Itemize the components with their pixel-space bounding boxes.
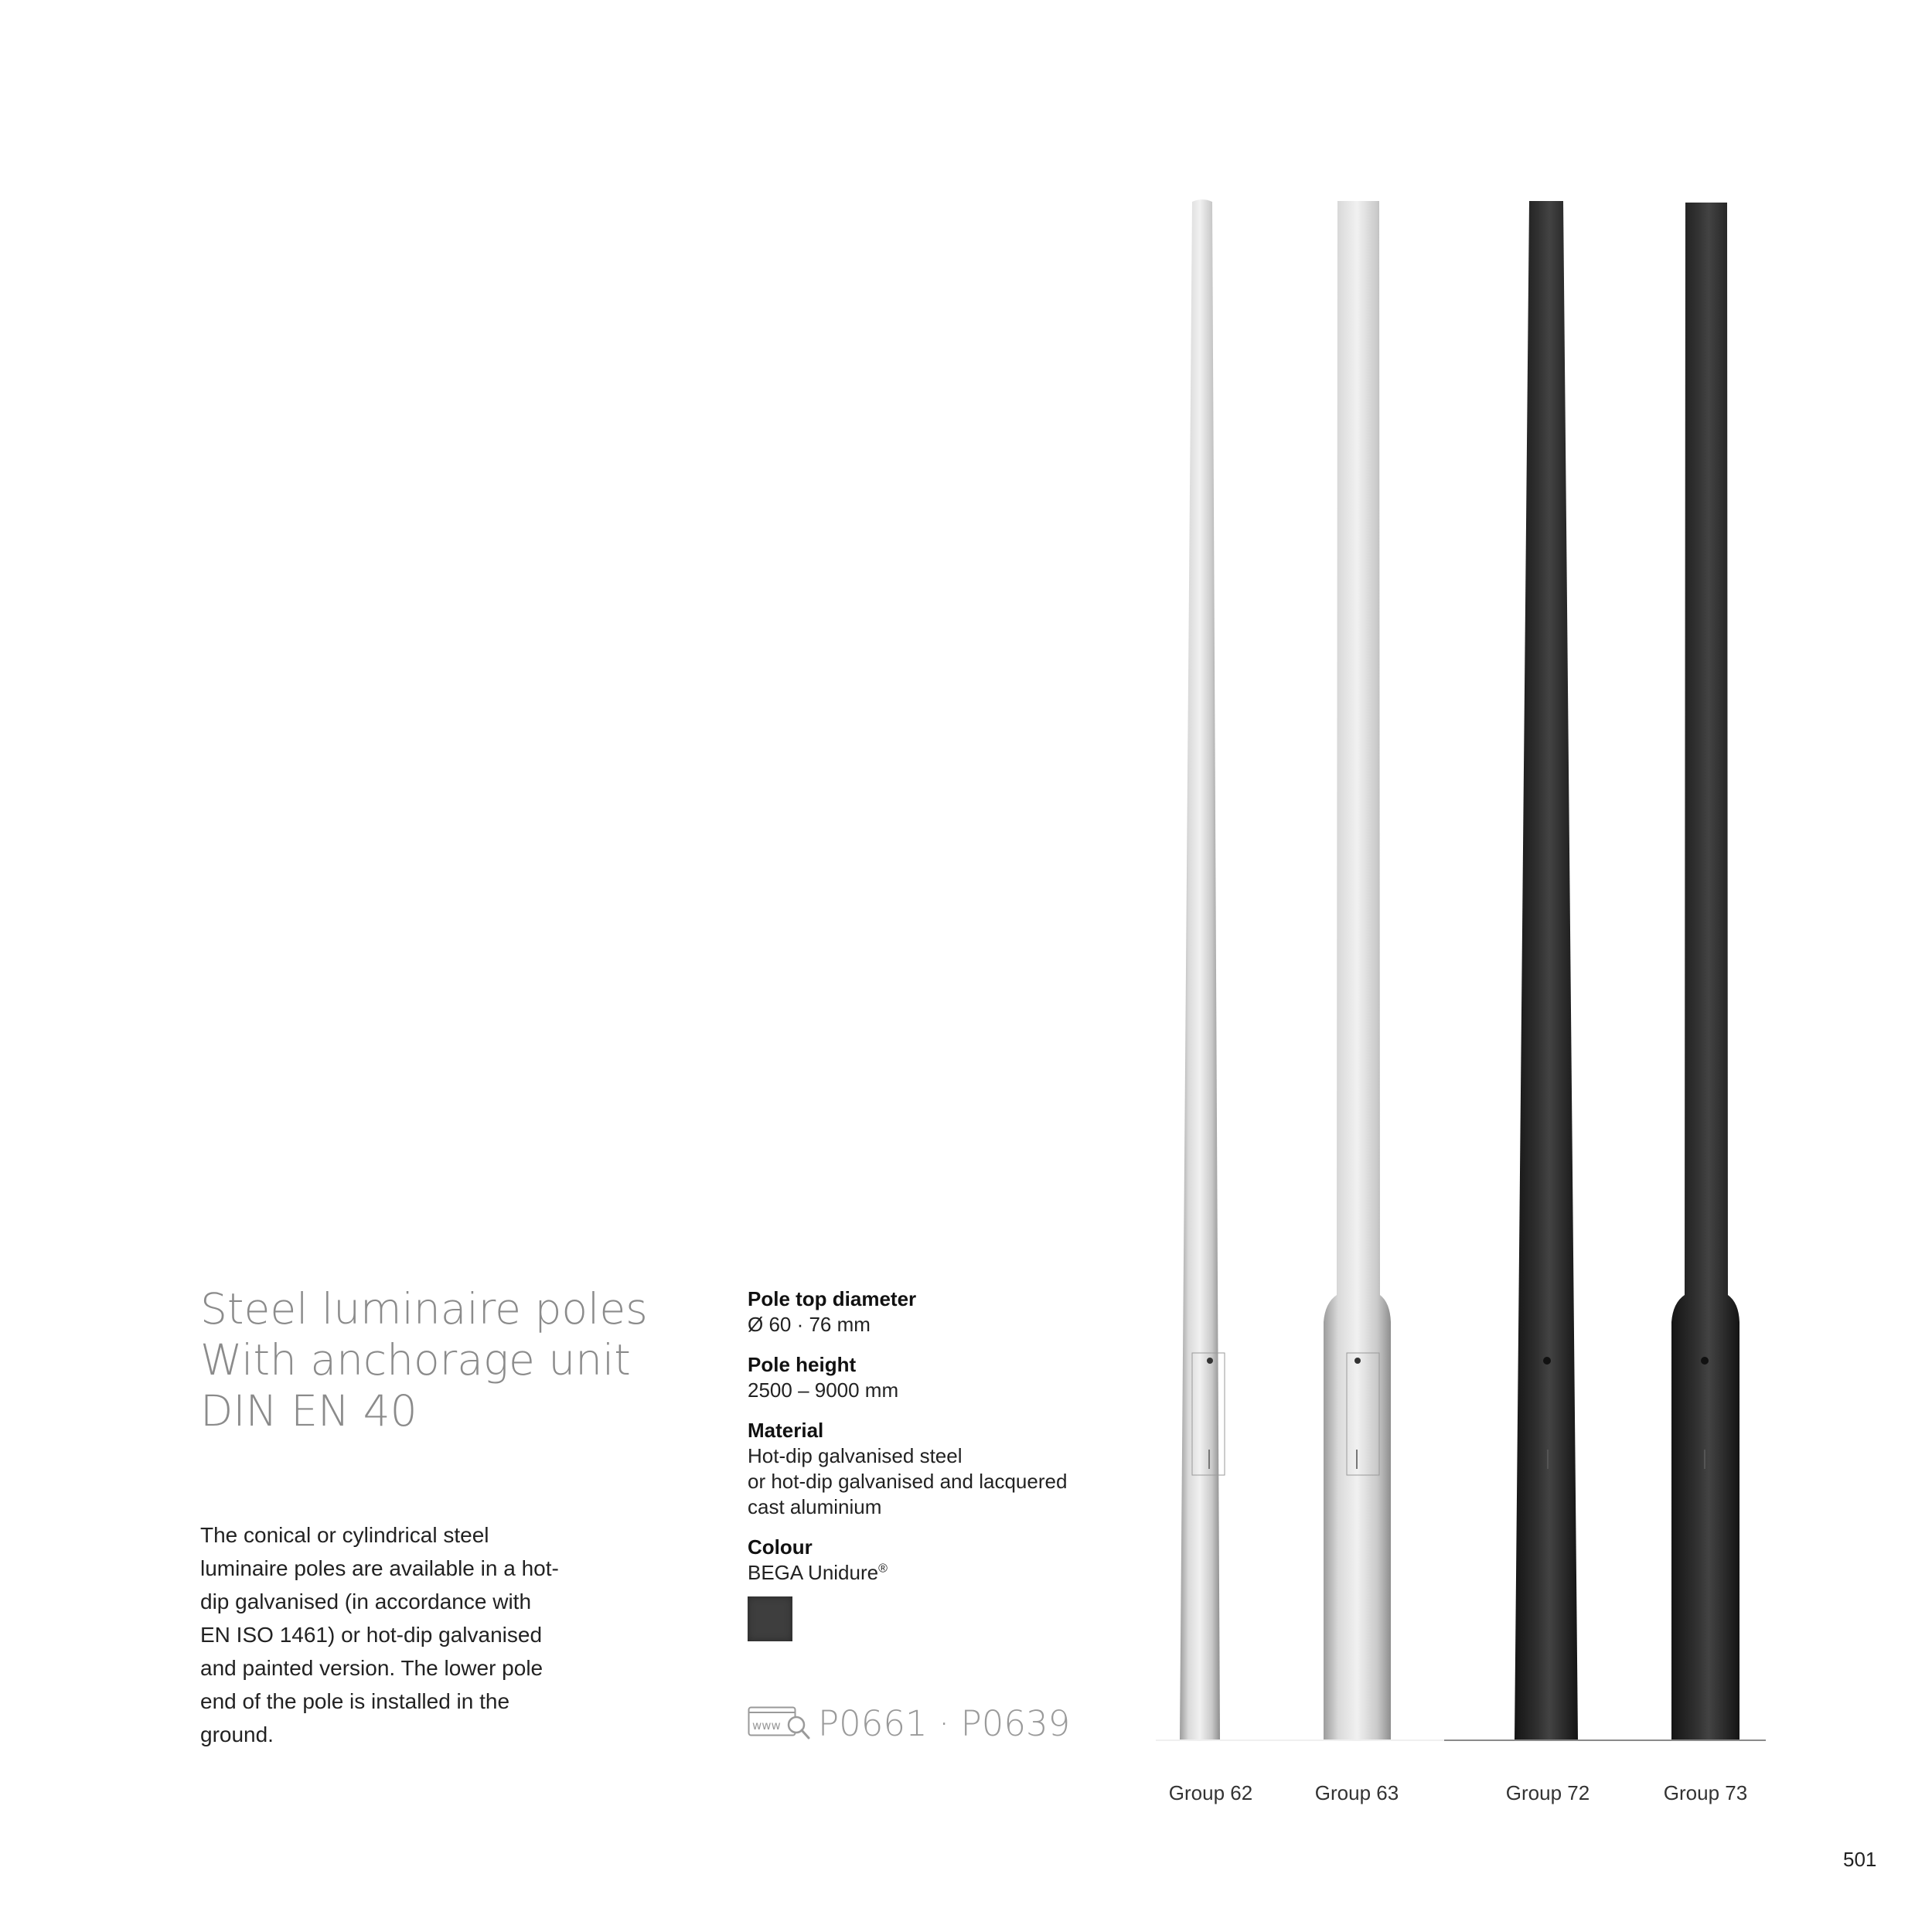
pole-group-72 [1515, 201, 1578, 1739]
spec-pole-height [748, 1352, 1150, 1403]
pole-group-73 [1671, 203, 1739, 1739]
spec-value [748, 1560, 1150, 1586]
spec-label: Pole height [748, 1353, 857, 1376]
ground-line-galvanised [1156, 1739, 1446, 1741]
spec-material [748, 1418, 1150, 1520]
product-description: The conical or cylindrical steel luminaire poles are available in a hot-dip galvanised (in accordance with EN ISO 1461) or hot-dip galvanised and painted version. The lower pole end of the pole is installed in the ground. [200, 1523, 559, 1746]
spec-pole-top-diameter [748, 1286, 1150, 1337]
pole-label-group-73: Group 73 [1663, 1781, 1748, 1804]
spec-value-line-1: Hot-dip galvanised steel [748, 1444, 963, 1467]
title-line-2: With anchorage unit [200, 1335, 631, 1385]
spec-label: Material [748, 1419, 824, 1442]
web-search-icon[interactable] [748, 1706, 811, 1740]
page-number: 501 [1843, 1848, 1877, 1871]
registered-mark: ® [878, 1562, 888, 1576]
spec-value: Ø 60 · 76 mm [748, 1313, 871, 1336]
pole-group-63 [1324, 201, 1391, 1739]
pole-group-62 [1180, 199, 1225, 1739]
spec-value: 2500 – 9000 mm [748, 1378, 899, 1402]
page-title [200, 1283, 648, 1436]
spec-value-line-2: or hot-dip galvanised and lacquered [748, 1470, 1068, 1493]
pole-illustrations [1152, 197, 1770, 1759]
pole-label-group-63: Group 63 [1314, 1781, 1399, 1804]
www-text: www [752, 1719, 781, 1733]
pole-label-group-62: Group 62 [1168, 1781, 1253, 1804]
product-codes-link[interactable]: P0661 · P0639 [818, 1703, 1071, 1744]
pole-label-group-72: Group 72 [1505, 1781, 1590, 1804]
colour-swatch [748, 1596, 792, 1641]
title-line-3: DIN EN 40 [200, 1386, 417, 1436]
ground-line-painted [1444, 1739, 1766, 1741]
title-line-1: Steel luminaire poles [200, 1284, 648, 1334]
spec-label: Colour [748, 1535, 813, 1559]
spec-colour [748, 1535, 1150, 1586]
colour-name: BEGA Unidure [748, 1561, 879, 1584]
spec-value-line-3: cast aluminium [748, 1495, 882, 1518]
spec-label: Pole top diameter [748, 1287, 917, 1310]
